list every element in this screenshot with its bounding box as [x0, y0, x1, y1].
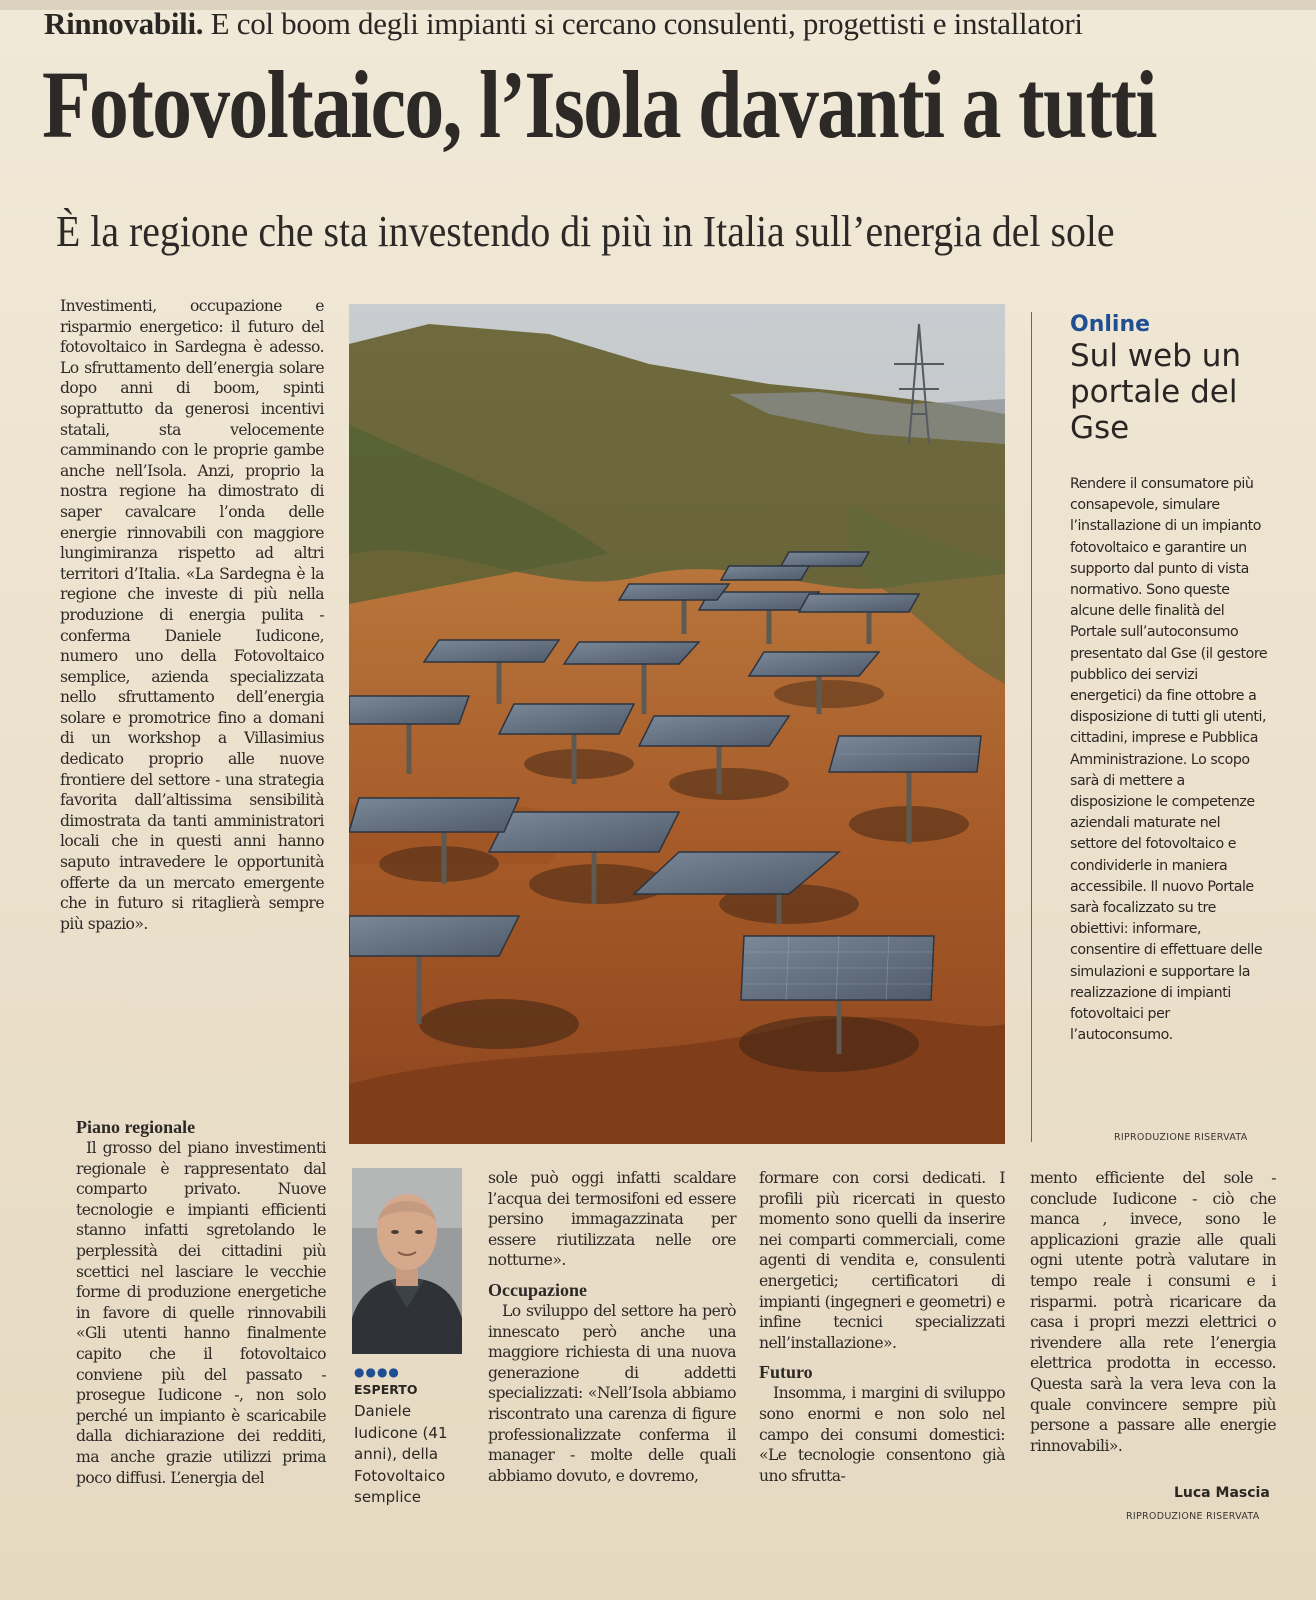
section-body-occupazione: Lo sviluppo del settore ha però innescato però anche una maggiore richiesta di una nuova generazione di addetti specializzati: «Nell’Isola abbiamo riscontrato una carenza di figure professionalizzate conferma il manager - molte delle quali abbiamo dovuto, e dovremo, — [488, 1301, 736, 1485]
section-label: Rinnovabili. — [44, 6, 204, 41]
col3-continuation: formare con corsi dedicati. I profili più ricercati in questo momento sono quelli da inserire nei comparti commerciali, come agenti di vendita e, consulenti energetici; certificatori di impianti (ingegneri e geometri) e infine tecnici specializzati nell’installazione». — [759, 1169, 1005, 1352]
author-byline: Luca Mascia — [1174, 1485, 1270, 1501]
col2-continuation: sole può oggi infatti scaldare l’acqua dei termosifoni ed essere persino immagazzinata per essere riutilizzata nelle ore notturne». — [488, 1169, 736, 1270]
sidebar-copyright: RIPRODUZIONE RISERVATA — [1114, 1132, 1248, 1143]
section-title-occupazione: Occupazione — [488, 1279, 587, 1300]
article-column-4 — [1030, 1168, 1276, 1456]
article-section-piano — [76, 1108, 326, 1488]
sidebar-body: Rendere il consumatore più consapevole, simulare l’installazione di un impianto fotovoltaico e garantire un supporto dal punto di vista normativo. Sono queste alcune delle finalità del Portale sull’autoconsumo presentato dal Gse (il gestore pubblico dei servizi energetici) da fine ottobre a disposizione di tutti gli utenti, cittadini, imprese e Pubblica Amministrazione. Lo scopo sarà di mettere a disposizione le competenze aziendali maturate nel settore del fotovoltaico e condividerle in maniera accessibile. Il nuovo Portale sarà focalizzato su tre obiettivi: informare, consentire di effettuare delle simulazioni e supportare la realizzazione di impianti fotovoltaici per l’autoconsumo. — [1070, 476, 1268, 1044]
sidebar-title: Sul web un portale del Gse — [1070, 338, 1242, 446]
section-title-futuro: Futuro — [759, 1362, 813, 1383]
kicker-text: E col boom degli impianti si cercano consulenti, progettisti e installatori — [210, 6, 1083, 41]
sidebar-divider — [1031, 312, 1032, 1142]
article-copyright: RIPRODUZIONE RISERVATA — [1126, 1511, 1260, 1522]
col4-continuation: mento efficiente del sole - conclude Iudicone - ciò che manca , invece, sono le applicazioni grazie alle quali ogni utente potrà valutare in tempo reale i consumi e i risparmi. potrà ricaricare da casa i propri mezzi elettrici o rivendere alla rete l’energia elettrica prodotta in eccesso. Questa sarà la vera leva con la quale convincere sempre più persone a passare alle energie rinnovabili». — [1030, 1169, 1276, 1455]
headline: Fotovoltaico, l’Isola davanti a tutti — [42, 51, 1156, 158]
section-title-piano: Piano regionale — [76, 1117, 196, 1137]
expert-portrait — [352, 1168, 462, 1354]
section-body-futuro: Insomma, i margini di sviluppo sono enormi e non solo nel campo dei consumi domestici: «Le tecnologie consentono già uno sfrutta- — [759, 1384, 1005, 1485]
article-column-3 — [759, 1168, 1005, 1486]
expert-dots: ●●●● — [354, 1365, 400, 1379]
section-body-piano: Il grosso del piano investimenti regionale è rappresentato dal comparto privato. Nuove tecnologie e impianti efficienti stanno infatti sgretolando le perplessità dei cittadini più scettici nel lasciare le vecchie forme di produzione energetiche in favore di quelle rinnovabili «Gli utenti hanno finalmente capito che il fotovoltaico conviene più del passato - prosegue Iudicone -, non solo perché un impianto è scaricabile dalla dichiarazione dei redditi, ma anche grazie utilizzi prima poco diffusi. L’energia del — [76, 1139, 326, 1487]
expert-caption: Daniele Iudicone (41 anni), della Fotovoltaico semplice — [354, 1402, 448, 1506]
article-lead: Investimenti, occupazione e risparmio energetico: il futuro del fotovoltaico in Sardegna è adesso. Lo sfruttamento dell’energia solare dopo anni di boom, spinti soprattutto da generosi incentivi statali, sta velocemente camminando con le proprie gambe anche nell’Isola. Anzi, proprio la nostra regione ha dimostrato di saper cavalcare l’onda delle energie rinnovabili con maggiore lungimiranza rispetto ad altri territori d’Italia. «La Sardegna è la regione che investe di più nella produzione di energia pulita - conferma Daniele Iudicone, numero uno della Fotovoltaico semplice, azienda specializzata nello sfruttamento dell’energia solare e promotrice fino a domani di un workshop a Villasimius dedicato proprio alle nuove frontiere del settore - una strategia favorita dall’altissima sensibilità dimostrata da tanti amministratori locali che in questi anni hanno saputo intravedere le opportunità offerte da un mercato emergente che in futuro si ritaglierà sempre più spazio». — [60, 297, 324, 933]
article-column-2 — [488, 1168, 736, 1486]
subheadline: È la regione che sta investendo di più in Italia sull’energia del sole — [56, 207, 1115, 256]
solar-field-photo — [349, 304, 1005, 1144]
kicker-line — [44, 6, 1304, 42]
sidebar-label: Online — [1070, 312, 1151, 337]
expert-label: ESPERTO — [354, 1382, 418, 1397]
article-lead-column — [60, 296, 324, 934]
